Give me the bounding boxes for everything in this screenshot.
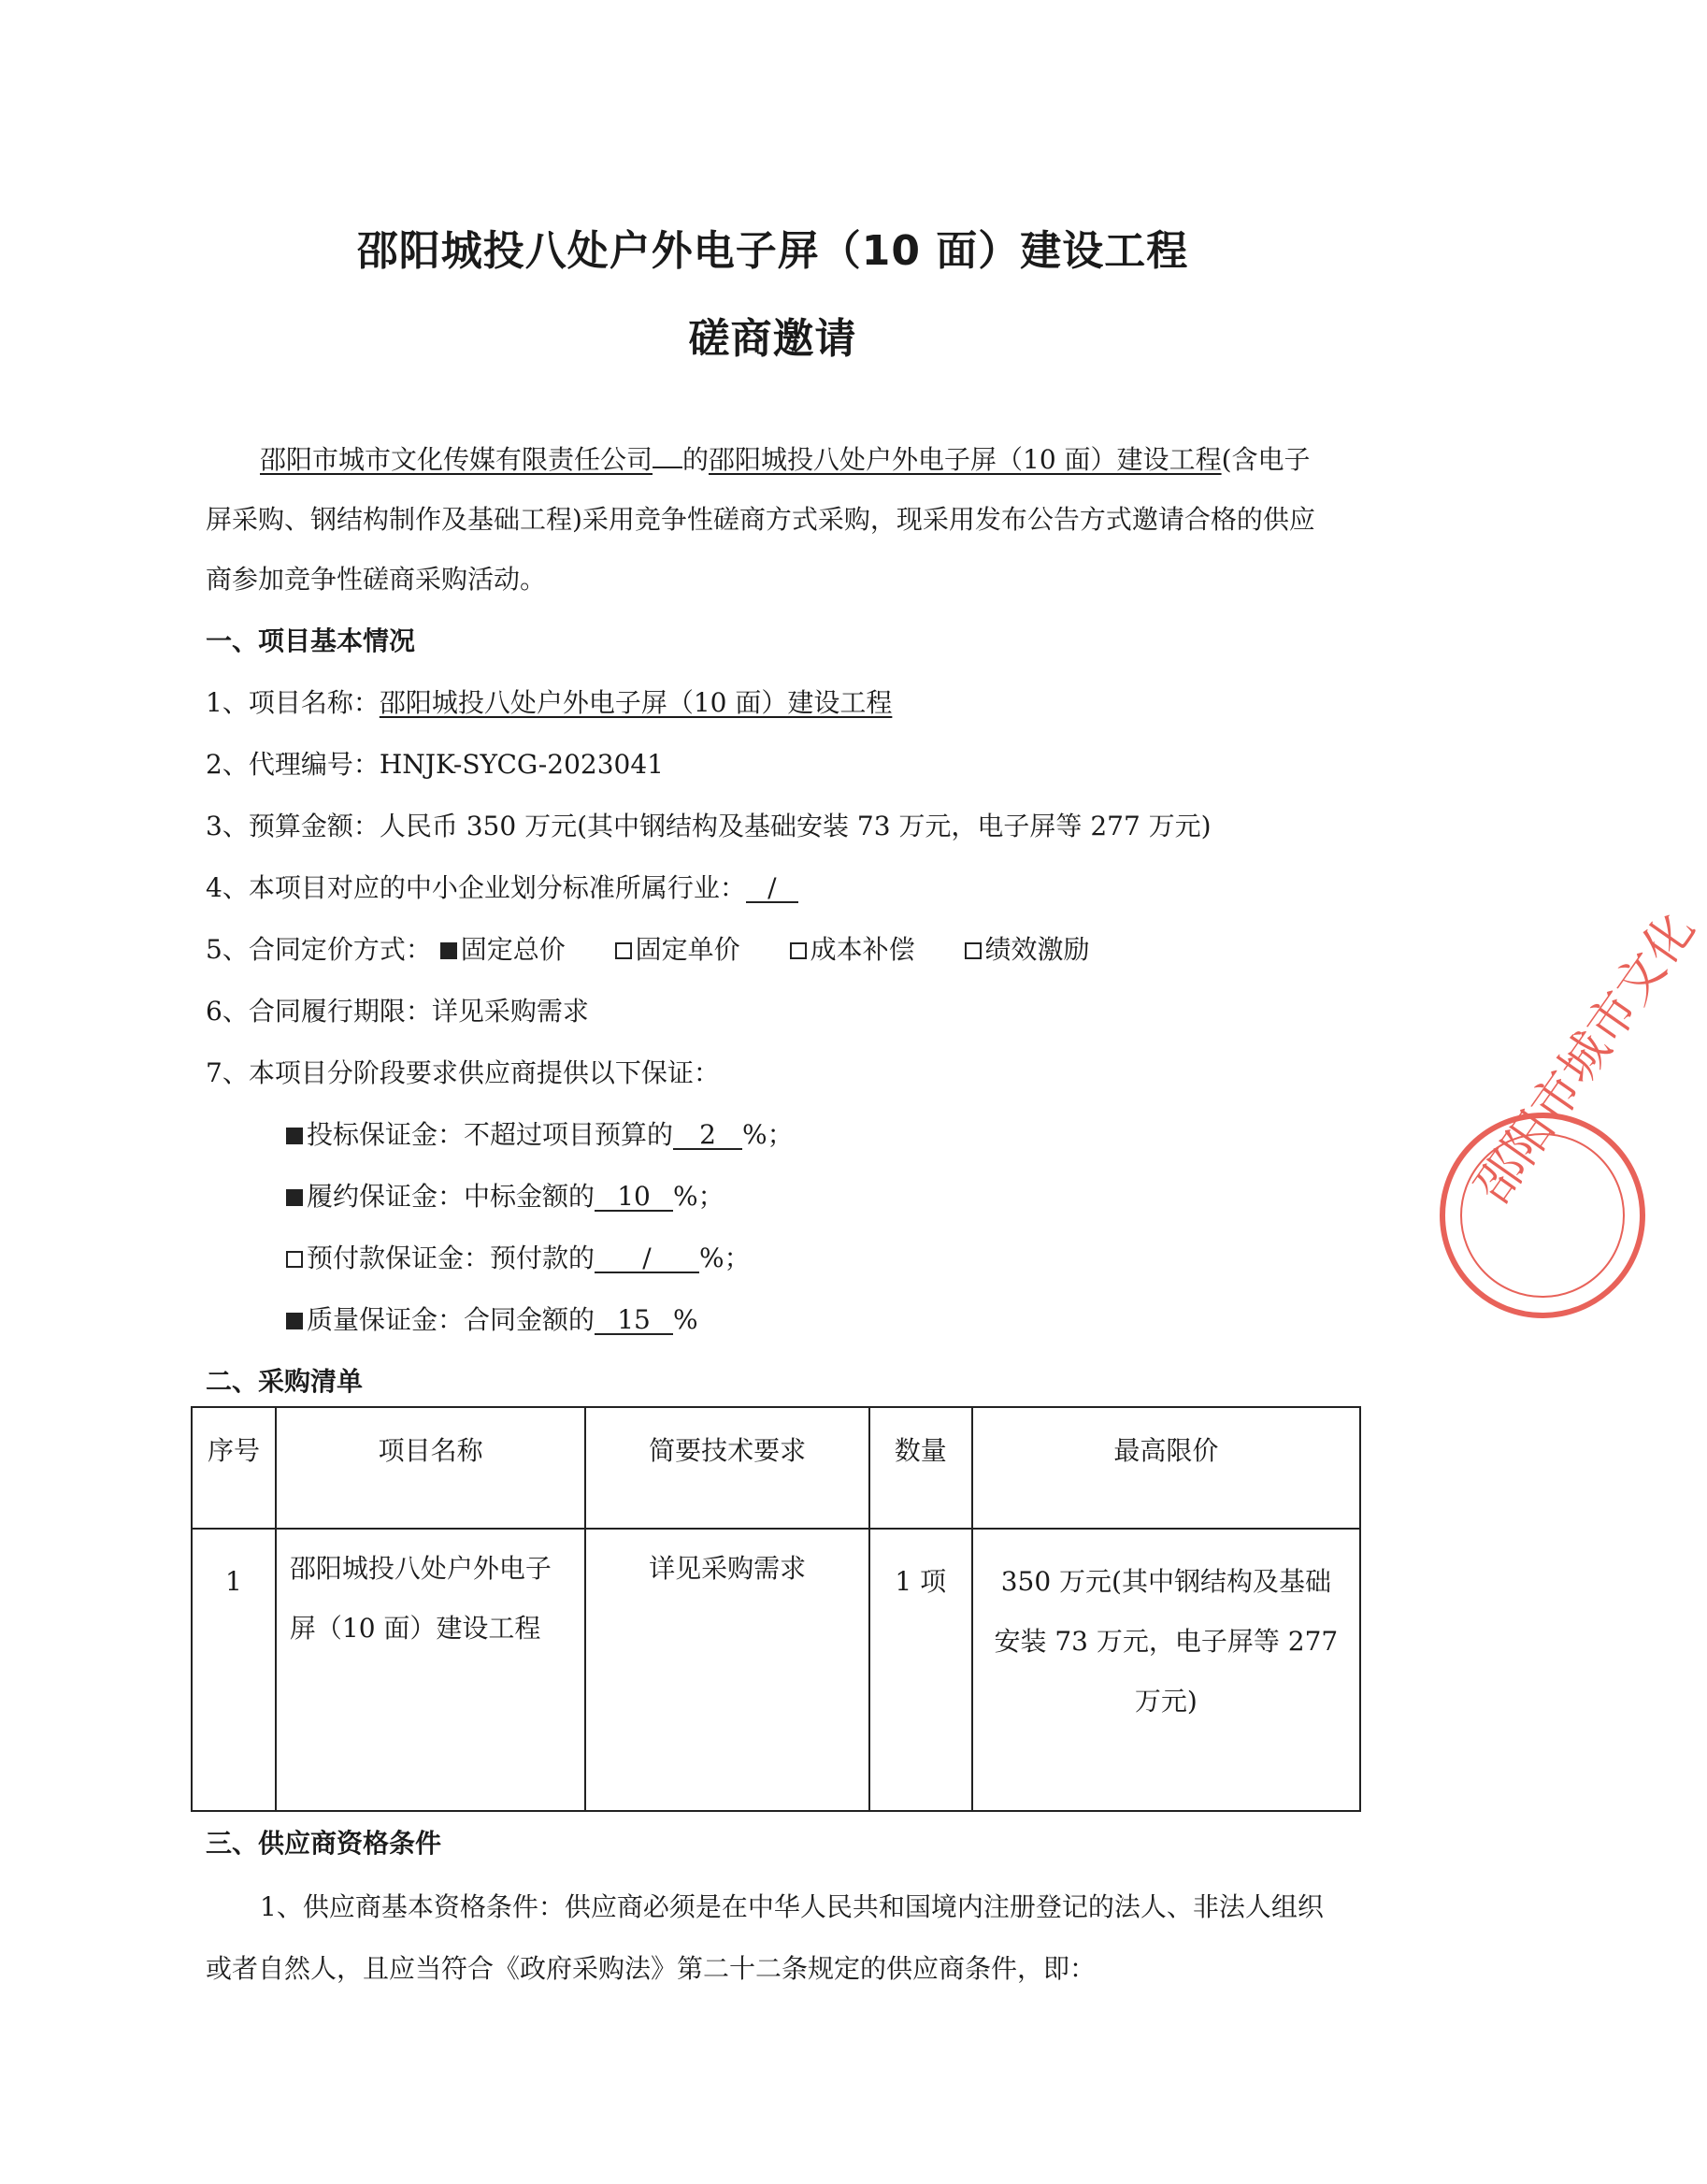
cell-requirements-text: 详见采购需求 (649, 1553, 807, 1584)
seal-text: 邵阳市城市文化 (1464, 902, 1706, 1214)
item6-value: 详见采购需求 (431, 996, 589, 1027)
column-header-no: 序号 (192, 1407, 276, 1529)
item2-label: 2、代理编号： (206, 749, 380, 780)
checkbox-checked-icon (440, 942, 457, 959)
intro-line-3: 商参加竞争性磋商采购活动。 (206, 564, 547, 595)
section2-heading: 二、采购清单 (206, 1366, 364, 1397)
cell-requirements (585, 1529, 868, 1811)
item1-label: 1、项目名称： (206, 687, 380, 718)
item7: 7、本项目分阶段要求供应商提供以下保证： (206, 1057, 720, 1088)
intro-line-2: 屏采购、钢结构制作及基础工程)采用竞争性磋商方式采购，现采用发布公告方式邀请合格的供应 (206, 504, 1315, 535)
item4-value: / (746, 875, 798, 903)
official-seal (1440, 902, 1706, 1318)
item3 (206, 806, 1212, 843)
intro-org: 邵阳市城市文化传媒有限责任公司 (260, 444, 653, 475)
column-header-name: 项目名称 (276, 1407, 585, 1529)
guarantee-suffix: %； (742, 1119, 794, 1150)
item5-label: 5、合同定价方式： (206, 934, 432, 965)
document-subtitle: 磋商邀请 (688, 315, 857, 363)
column-header-requirements: 简要技术要求 (585, 1407, 868, 1529)
item1-value: 邵阳城投八处户外电子屏（10 面）建设工程 (379, 687, 893, 718)
checkbox-unchecked-icon (615, 942, 632, 959)
item3-label: 3、预算金额： (206, 811, 380, 841)
pricing-option-label: 绩效激励 (984, 934, 1090, 965)
column-header-max-price: 最高限价 (972, 1407, 1360, 1529)
guarantee-prepayment (286, 1238, 751, 1275)
procurement-table (191, 1406, 1361, 1812)
guarantee-label: 质量保证金：合同金额的 (307, 1304, 595, 1335)
guarantee-value: 15 (595, 1307, 673, 1335)
cell-max-price (972, 1529, 1360, 1811)
item6-label: 6、合同履行期限： (206, 996, 432, 1027)
column-header-quantity: 数量 (869, 1407, 972, 1529)
pricing-option-label: 成本补偿 (810, 934, 915, 965)
table-header-row (192, 1407, 1360, 1529)
item4-label: 4、本项目对应的中小企业划分标准所属行业： (206, 872, 746, 903)
section3-heading: 三、供应商资格条件 (206, 1828, 442, 1859)
item3-value: 人民币 350 万元(其中钢结构及基础安装 73 万元，电子屏等 277 万元) (379, 811, 1212, 841)
checkbox-unchecked-icon (286, 1251, 303, 1268)
item4 (206, 868, 798, 905)
item6 (206, 991, 589, 1028)
checkbox-checked-icon (286, 1189, 303, 1206)
section1-heading: 一、项目基本情况 (206, 625, 416, 656)
guarantee-label: 履约保证金：中标金额的 (307, 1181, 595, 1212)
guarantee-value: / (595, 1245, 699, 1273)
guarantee-performance (286, 1176, 724, 1214)
guarantee-bid (286, 1114, 794, 1152)
guarantee-quality (286, 1300, 698, 1337)
section3-para-line-2: 或者自然人，且应当符合《政府采购法》第二十二条规定的供应商条件，即： (206, 1953, 1097, 1984)
intro-line-1 (260, 439, 1311, 477)
pricing-option-label: 固定单价 (635, 934, 740, 965)
intro-de: 的 (682, 444, 710, 475)
guarantee-suffix: %； (699, 1243, 751, 1273)
checkbox-unchecked-icon (790, 942, 807, 959)
item2-value: HNJK-SYCG-2023041 (379, 749, 664, 780)
checkbox-checked-icon (286, 1313, 303, 1329)
item1 (206, 682, 892, 720)
guarantee-value: 2 (673, 1122, 742, 1150)
pricing-option-fixed-unit (615, 934, 740, 965)
cell-no (192, 1529, 276, 1811)
item2 (206, 744, 664, 782)
pricing-option-label: 固定总价 (460, 934, 566, 965)
guarantee-suffix: % (673, 1304, 698, 1335)
table-row (192, 1529, 1360, 1811)
guarantee-suffix: %； (673, 1181, 724, 1212)
cell-price-line: 万元) (1134, 1686, 1198, 1717)
pricing-option-cost-plus (790, 934, 915, 965)
document-title: 邵阳城投八处户外电子屏（10 面）建设工程 (356, 227, 1189, 275)
guarantee-value: 10 (595, 1184, 673, 1212)
cell-name (276, 1529, 585, 1811)
cell-name-line: 邵阳城投八处户外电子 (289, 1553, 552, 1584)
guarantee-label: 预付款保证金：预付款的 (307, 1243, 595, 1273)
intro-project: 邵阳城投八处户外电子屏（10 面）建设工程 (709, 444, 1222, 475)
pricing-option-fixed-total (440, 934, 566, 965)
checkbox-checked-icon (286, 1128, 303, 1144)
cell-price-line: 安装 73 万元，电子屏等 277 (994, 1626, 1339, 1657)
section3-para-line-1: 1、供应商基本资格条件：供应商必须是在中华人民共和国境内注册登记的法人、非法人组织 (260, 1891, 1324, 1922)
item5 (206, 929, 1131, 967)
intro-rest: (含电子 (1221, 444, 1311, 475)
cell-name-line: 屏（10 面）建设工程 (289, 1613, 541, 1644)
cell-quantity-text: 1 项 (895, 1566, 947, 1597)
checkbox-unchecked-icon (965, 942, 982, 959)
cell-quantity (869, 1529, 972, 1811)
cell-no-text: 1 (225, 1566, 242, 1597)
cell-price-line: 350 万元(其中钢结构及基础 (1000, 1566, 1331, 1597)
intro-org-blank (653, 467, 682, 468)
guarantee-label: 投标保证金：不超过项目预算的 (307, 1119, 674, 1150)
pricing-option-incentive (965, 934, 1090, 965)
